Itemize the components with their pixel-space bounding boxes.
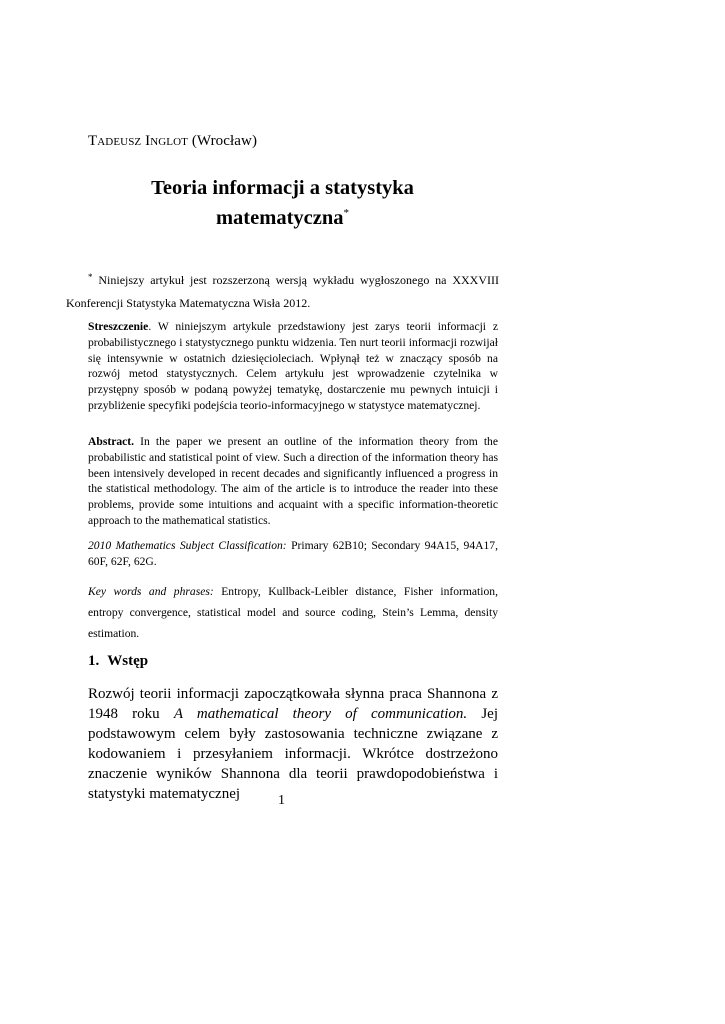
footnote <box>66 266 499 315</box>
page-number: 1 <box>278 793 285 808</box>
body-paragraph <box>88 684 498 804</box>
section-title: Wstęp <box>107 653 149 669</box>
footnote-mark: * <box>88 272 93 282</box>
keywords-label: Key words and phrases: <box>88 585 214 598</box>
body-cited-title: A mathematical theory of communication. <box>173 706 468 722</box>
body-text-start: Rozwój teorii informacji zapoczątkowała słynna praca Shannona z 1948 roku <box>88 686 498 722</box>
keywords-text: Entropy, Kullback-Leibler distance, Fisher information, entropy convergence, statistical model and source coding, Stein’s Lemma, density estimation. <box>88 585 498 640</box>
msc-paragraph <box>88 538 498 570</box>
author-affiliation: (Wrocław) <box>191 133 258 149</box>
section-number: 1. <box>88 653 100 669</box>
abstract-paragraph <box>88 434 498 529</box>
author-line <box>88 133 257 150</box>
msc-label: 2010 Mathematics Subject Classification: <box>88 539 287 552</box>
streszczenie-text: . W niniejszym artykule przedstawiony jest zarys teorii informacji z probabilistycznego i statystycznego punktu widzenia. Ten nurt teorii informacji rozwijał się intensywnie w ostatnich dziesięcioleciach. Wpłynął też w znaczący sposób na rozwój metod statystycznych. Celem artykułu jest wprowadzenie czytelnika w przystępny sposób w podaną powyżej tematykę, dostarczenie mu pewnych intuicji i przybliżenie specyfiki podejścia teorio-informacyjnego w statystyce matematycznej. <box>88 320 498 412</box>
title-line-1: Teoria informacji a statystyka <box>151 177 414 199</box>
title-line-2-text: matematyczna <box>215 207 344 229</box>
section-heading <box>88 653 148 670</box>
title-line-2 <box>100 201 465 231</box>
keywords-paragraph <box>88 581 498 644</box>
paper-title <box>100 176 465 231</box>
title-footnote-mark: * <box>343 207 349 219</box>
abstract-label: Abstract. <box>88 435 135 448</box>
streszczenie-label: Streszczenie <box>88 320 149 333</box>
msc-text: Primary 62B10; Secondary 94A15, 94A17, 60F, 62F, 62G. <box>88 539 498 568</box>
streszczenie-paragraph <box>88 319 498 414</box>
body-text-end: Jej podstawowym celem były zastosowania techniczne związane z kodowaniem i przesyłaniem informacji. Wkrótce dostrzeżono znaczenie wyników Shannona dla teorii prawdopodobieństwa i statystyki matematycznej <box>88 706 499 802</box>
footnote-text: Niniejszy artykuł jest rozszerzoną wersją wykładu wygłoszonego na XXXVIII Konferencji Statystyka Matematyczna Wisła 2012. <box>66 273 500 310</box>
author-name: Tadeusz Inglot <box>88 133 188 149</box>
abstract-text: In the paper we present an outline of the information theory from the probabilistic and statistical point of view. Such a direction of the information theory has been intensively developed in recent decades and significantly influenced a progress in the statistical methodology. The aim of the article is to introduce the reader into these problems, provide some intuitions and acquaint with a specific information-theoretic approach to the mathematical statistics. <box>88 435 498 527</box>
